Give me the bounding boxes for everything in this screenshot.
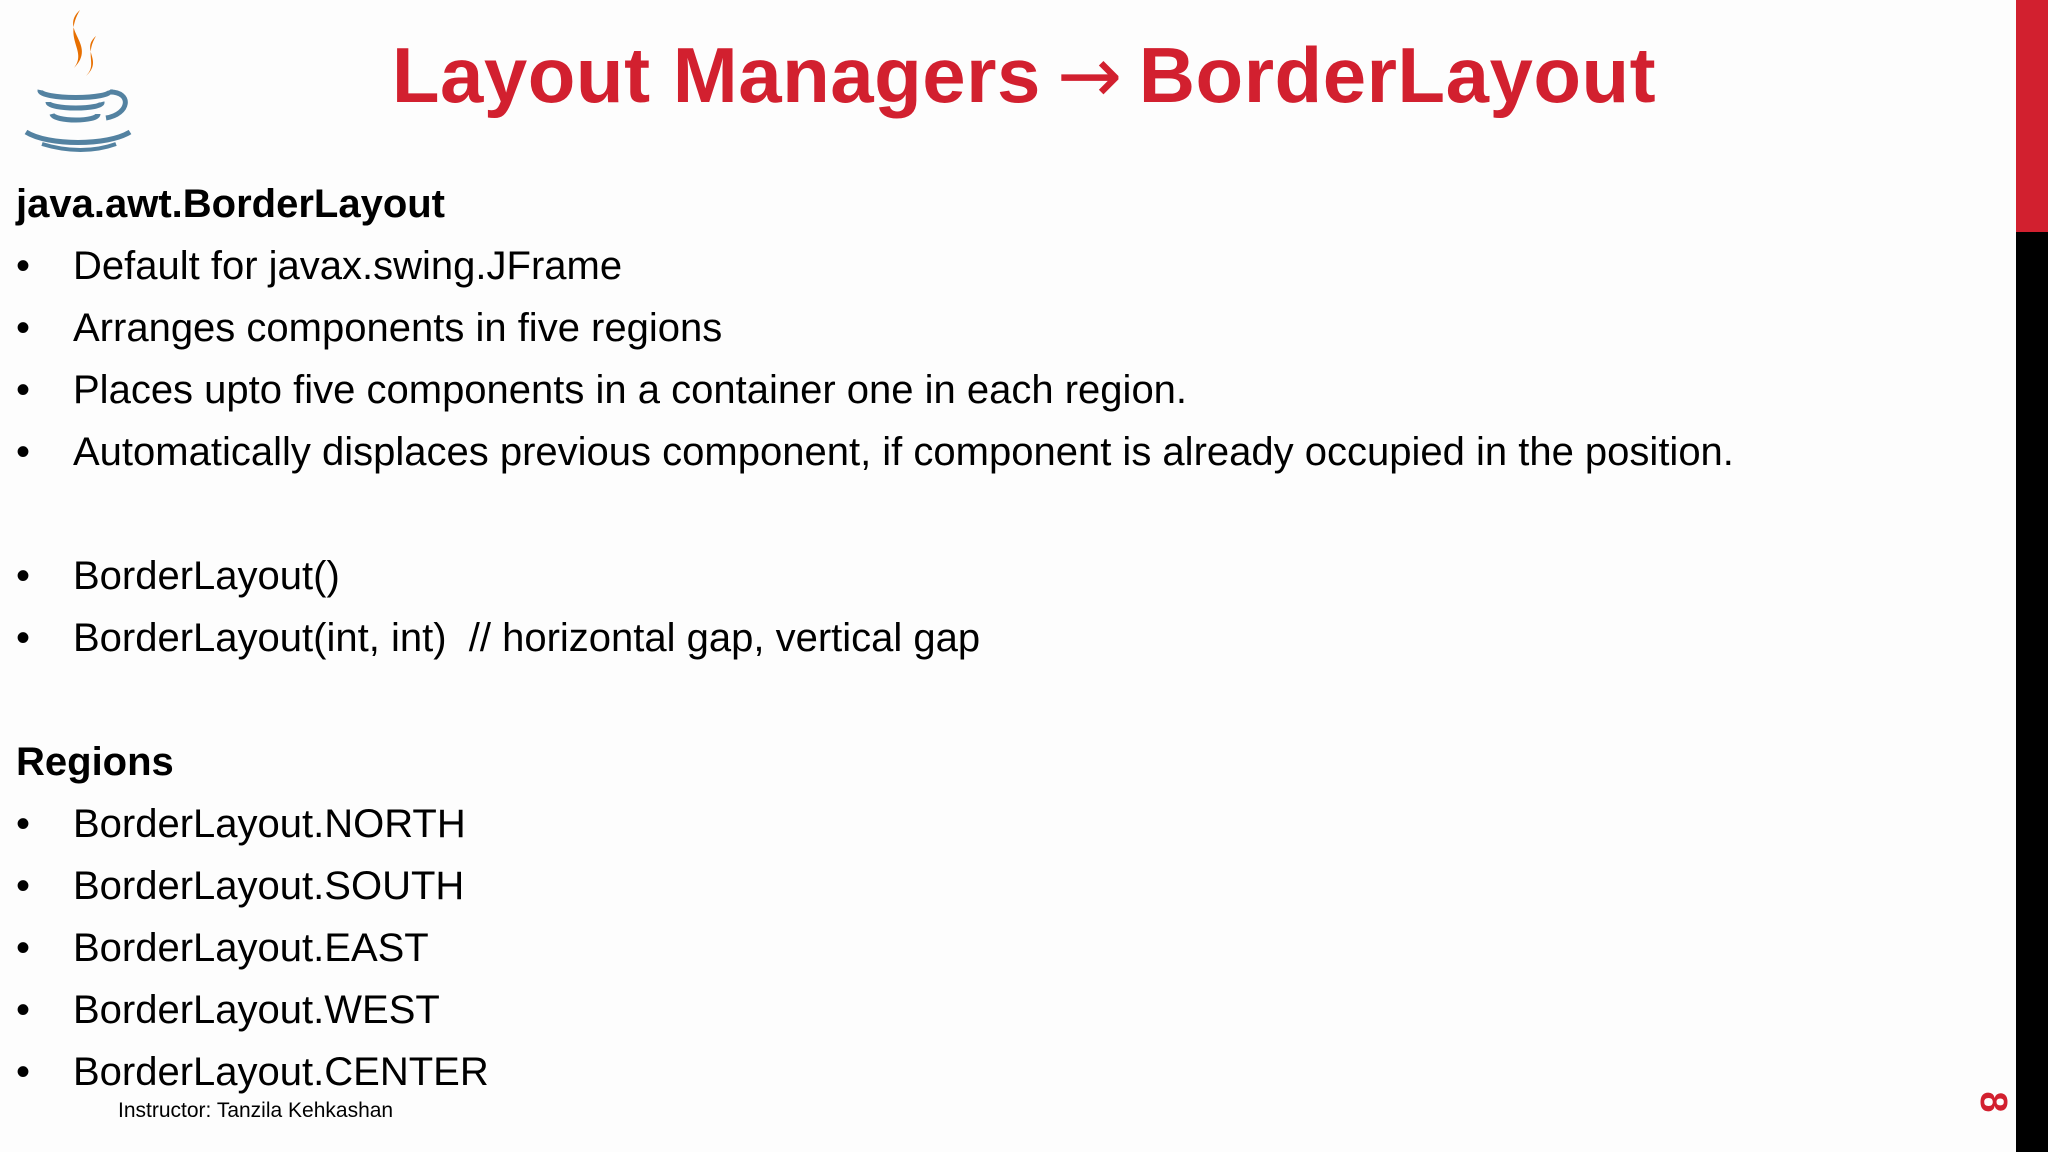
bullet-icon: • xyxy=(16,802,31,846)
list-item xyxy=(16,612,1966,674)
class-heading: java.awt.BorderLayout xyxy=(16,182,446,226)
page-number: 8 xyxy=(1972,1091,2014,1113)
slide-title xyxy=(0,30,2048,121)
constructor-bullet-list xyxy=(16,550,1966,674)
list-item-text: Arranges components in five regions xyxy=(73,306,723,350)
side-accent-bar xyxy=(2016,0,2048,232)
bullet-icon: • xyxy=(16,306,31,350)
bullet-icon: • xyxy=(16,616,31,660)
list-item xyxy=(16,364,1966,426)
list-item-text: BorderLayout.CENTER xyxy=(73,1050,489,1094)
list-item-text: BorderLayout.WEST xyxy=(73,988,440,1032)
list-item xyxy=(16,302,1966,364)
instructor-footer: Instructor: Tanzila Kehkashan xyxy=(118,1099,394,1122)
list-item-text: Places upto five components in a container one in each region. xyxy=(73,368,1188,412)
list-item xyxy=(16,426,1966,488)
spacer xyxy=(16,674,1966,736)
arrow-icon: → xyxy=(1056,31,1123,121)
list-item xyxy=(16,860,1966,922)
bullet-icon: • xyxy=(16,554,31,598)
list-item xyxy=(16,798,1966,860)
list-item xyxy=(16,240,1966,302)
list-item-text: Default for javax.swing.JFrame xyxy=(73,244,623,288)
class-bullet-list xyxy=(16,240,1966,488)
bullet-icon: • xyxy=(16,926,31,970)
list-item-text: Automatically displaces previous component, if component is already occupied in the position. xyxy=(73,430,1734,474)
region-bullet-list xyxy=(16,798,1966,1108)
list-item xyxy=(16,550,1966,612)
list-item-text: BorderLayout() xyxy=(73,554,340,598)
bullet-icon: • xyxy=(16,864,31,908)
regions-heading: Regions xyxy=(16,740,174,784)
title-right: BorderLayout xyxy=(1138,31,1657,119)
bullet-icon: • xyxy=(16,988,31,1032)
slide-body xyxy=(16,178,1966,1108)
bullet-icon: • xyxy=(16,368,31,412)
title-left: Layout Managers xyxy=(391,31,1041,119)
list-item-text: BorderLayout.EAST xyxy=(73,926,429,970)
bullet-icon: • xyxy=(16,244,31,288)
spacer xyxy=(16,488,1966,550)
bullet-icon: • xyxy=(16,430,31,474)
list-item-text: BorderLayout(int, int) // horizontal gap, vertical gap xyxy=(73,616,981,660)
list-item xyxy=(16,984,1966,1046)
list-item xyxy=(16,922,1966,984)
bullet-icon: • xyxy=(16,1050,31,1094)
side-dark-bar xyxy=(2016,232,2048,1152)
list-item-text: BorderLayout.SOUTH xyxy=(73,864,465,908)
list-item-text: BorderLayout.NORTH xyxy=(73,802,466,846)
